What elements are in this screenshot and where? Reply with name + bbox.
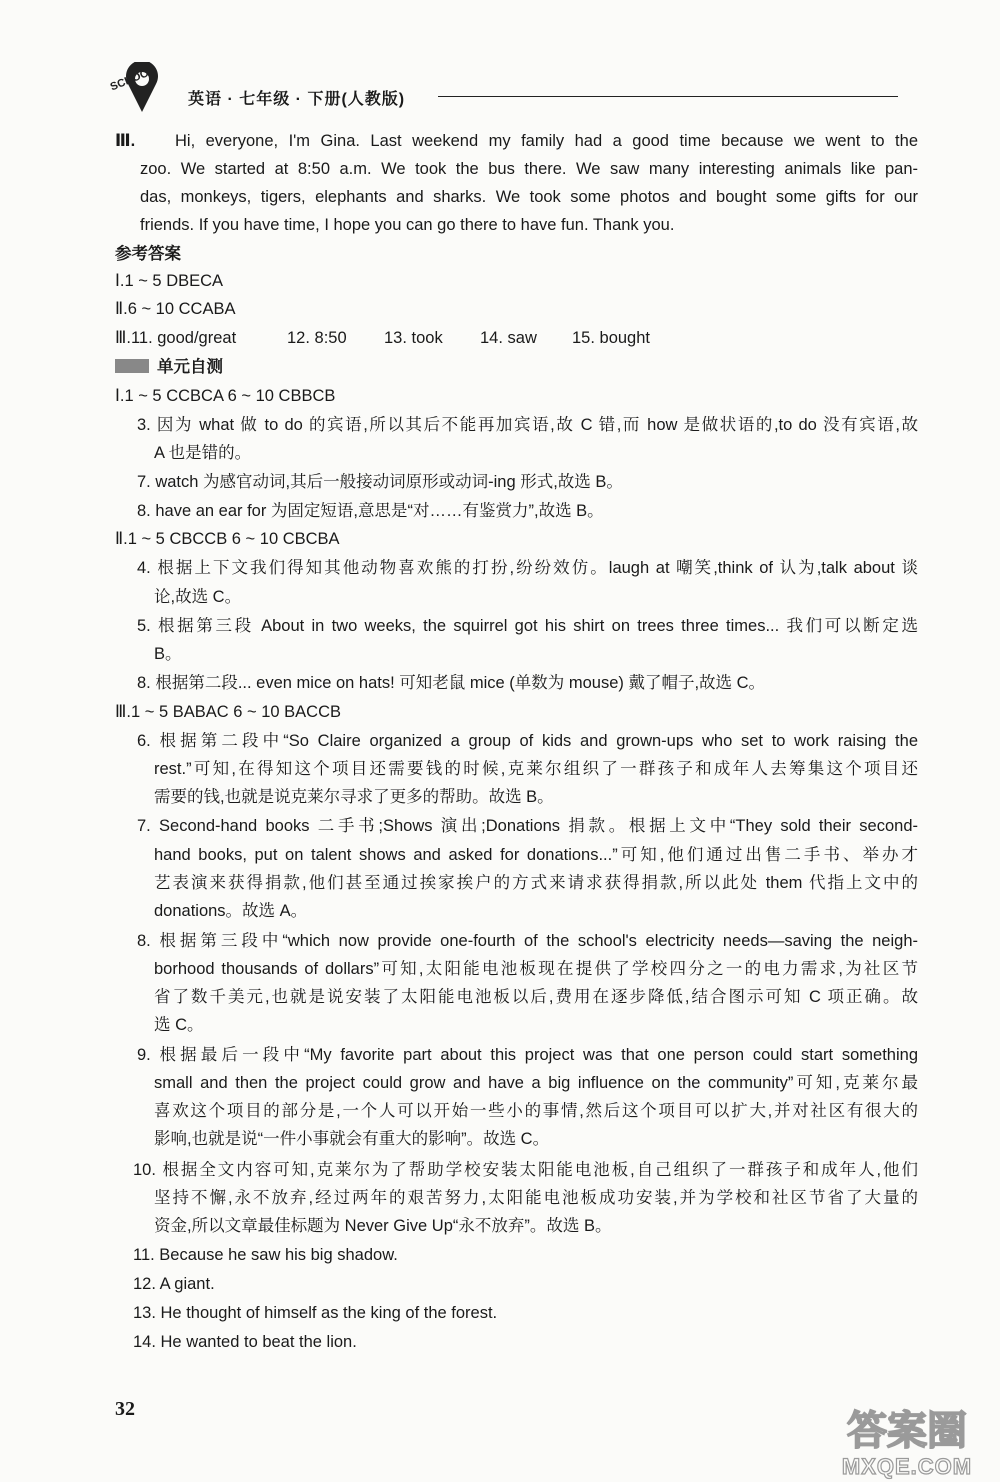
ref-row: Ⅱ.6 ~ 10 CCABA [115, 300, 236, 318]
explain-line: 省了数千美元,也就是说安装了太阳能电池板以后,费用在逐步降低,结合图示可知 C 项正确。故 [154, 988, 918, 1006]
school-logo [108, 62, 178, 112]
explain-line: 7. watch 为感官动词,其后一般接动词原形或动词-ing 形式,故选 B。 [137, 473, 623, 491]
explain-line: 3. 因为 what 做 to do 的宾语,所以其后不能再加宾语,故 C 错,而 how 是做状语的,to do 没有宾语,故 [137, 416, 918, 434]
watermark-top: 答案圈 [847, 1408, 967, 1454]
answer-line: 12. A giant. [133, 1275, 215, 1293]
p3-line: das, monkeys, tigers, elephants and sharks. We took some photos and bought some gifts for our [140, 188, 918, 206]
explain-line: 资金,所以文章最佳标题为 Never Give Up“永不放弃”。故选 B。 [154, 1217, 612, 1235]
explain-line: 喜欢这个项目的部分是,一个人可以开始一些小的事情,然后这个项目可以扩大,并对社区有很大的 [154, 1102, 918, 1120]
ref-row-item: Ⅲ.11. good/great [115, 329, 237, 347]
explain-line: 7. Second-hand books 二手书;Shows 演出;Donations 捐款。根据上文中“They sold their second- [137, 817, 918, 835]
ref-row: Ⅰ.1 ~ 5 DBECA [115, 272, 224, 290]
explain-line: 4. 根据上下文我们得知其他动物喜欢熊的打扮,纷纷效仿。laugh at 嘲笑,think of 认为,talk about 谈 [137, 559, 918, 577]
header-rule [438, 96, 898, 97]
p3-line: zoo. We started at 8:50 a.m. We took the bus there. We saw many interesting animals like pan- [140, 160, 918, 178]
ref-row-item: 14. saw [480, 329, 537, 347]
explain-line: 论,故选 C。 [154, 588, 242, 606]
page-number: 32 [115, 1398, 135, 1420]
answer-line: 13. He thought of himself as the king of the forest. [133, 1304, 498, 1322]
explain-line: 6. 根据第二段中“So Claire organized a group of kids and grown-ups who set to work raising the [137, 732, 918, 750]
header-title: 英语 · 七年级 · 下册(人教版) [188, 91, 406, 108]
explain-line: 8. 根据第二段... even mice on hats! 可知老鼠 mice (单数为 mouse) 戴了帽子,故选 C。 [137, 674, 766, 692]
unit-title [115, 356, 223, 378]
explain-line: 10. 根据全文内容可知,克莱尔为了帮助学校安装太阳能电池板,自己组织了一群孩子和成年人,他们 [133, 1161, 918, 1179]
explain-line: 坚持不懈,永不放弃,经过两年的艰苦努力,太阳能电池板成功安装,并为学校和社区节省了大量的 [154, 1189, 918, 1207]
s3-head: Ⅲ.1 ~ 5 BABAC 6 ~ 10 BACCB [115, 703, 341, 721]
explain-line: A 也是错的。 [154, 444, 252, 462]
explain-line: 5. 根据第三段 About in two weeks, the squirrel got his shirt on trees three times... 我们可以断定选 [137, 617, 918, 635]
explain-line: 需要的钱,也就是说克莱尔寻求了更多的帮助。故选 B。 [154, 788, 554, 806]
answer-line: 14. He wanted to beat the lion. [133, 1333, 357, 1351]
explain-line: 8. have an ear for 为固定短语,意思是“对……有鉴赏力”,故选 B。 [137, 502, 604, 520]
s1-head: Ⅰ.1 ~ 5 CCBCA 6 ~ 10 CBBCB [115, 387, 336, 405]
explain-line: 艺表演来获得捐款,他们甚至通过挨家挨户的方式来请求获得捐款,所以此处 them 代指上文中的 [154, 874, 918, 892]
explain-line: 选 C。 [154, 1016, 204, 1034]
ref-title: 参考答案 [115, 245, 181, 263]
explain-line: B。 [154, 645, 182, 663]
ref-row-item: 12. 8:50 [287, 329, 347, 347]
p3-label: Ⅲ. [115, 132, 136, 150]
explain-line: hand books, put on talent shows and asked for donations...”可知,他们通过出售二手书、举办才 [154, 846, 918, 864]
s2-head: Ⅱ.1 ~ 5 CBCCB 6 ~ 10 CBCBA [115, 530, 340, 548]
explain-line: 8. 根据第三段中“which now provide one-fourth of the school's electricity needs—saving the neigh- [137, 932, 918, 950]
explain-line: donations。故选 A。 [154, 902, 308, 920]
explain-line: borhood thousands of dollars”可知,太阳能电池板现在提供了学校四分之一的电力需求,为社区节 [154, 960, 918, 978]
p3-line: friends. If you have time, I hope you can go there to have fun. Thank you. [140, 216, 675, 234]
explain-line: 影响,也就是说“一件小事就会有重大的影响”。故选 C。 [154, 1130, 550, 1148]
ref-row-item: 15. bought [572, 329, 650, 347]
page-header [108, 62, 898, 112]
section-marker [115, 359, 149, 373]
logo-text: SCHOOL [108, 64, 157, 94]
explain-line: small and then the project could grow and have a big influence on the community”可知,克莱尔最 [154, 1074, 918, 1092]
explain-line: rest.”可知,在得知这个项目还需要钱的时候,克莱尔组织了一群孩子和成年人去筹集这个项目还 [154, 760, 918, 778]
ref-row-item: 13. took [384, 329, 443, 347]
p3-line: Hi, everyone, I'm Gina. Last weekend my family had a good time because we went to the [175, 132, 918, 150]
watermark-bottom: MXQE.COM [841, 1454, 973, 1479]
explain-line: 9. 根据最后一段中“My favorite part about this project was that one person could start something [137, 1046, 918, 1064]
watermark-logo [822, 1400, 992, 1480]
answer-line: 11. Because he saw his big shadow. [133, 1246, 398, 1264]
unit-title-text: 单元自测 [157, 358, 223, 376]
